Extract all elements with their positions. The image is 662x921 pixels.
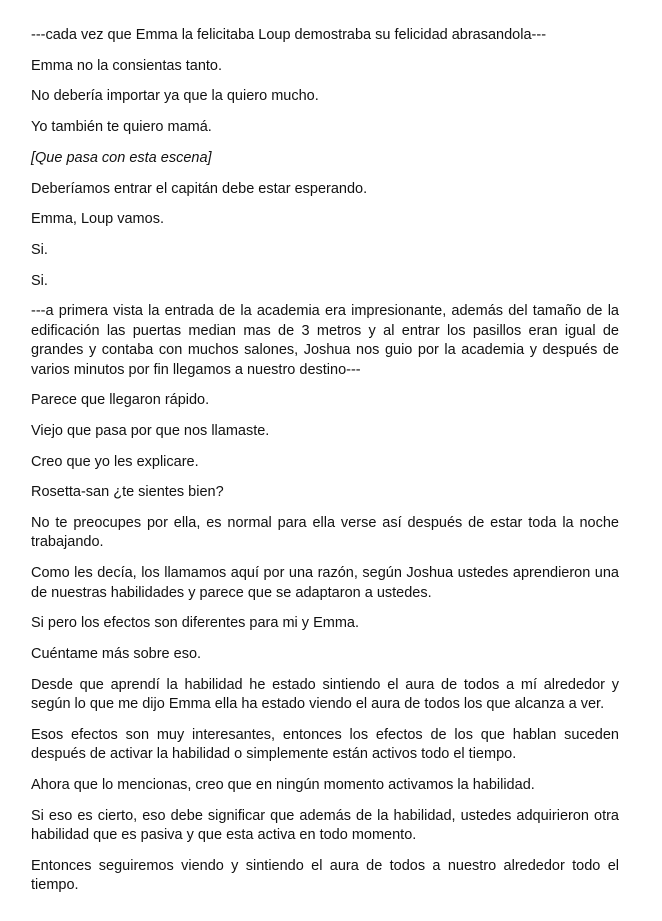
paragraph-dialogue: Esos efectos son muy interesantes, entonces los efectos de los que hablan suceden después de activar la habilidad o simplemente están activos todo el tiempo. — [31, 726, 619, 763]
paragraph-dialogue: Yo también te quiero mamá. — [31, 119, 212, 136]
paragraph-dialogue: Si. — [31, 272, 48, 289]
paragraph-dialogue: Cuéntame más sobre eso. — [31, 645, 202, 662]
paragraph-dialogue: Emma no la consientas tanto. — [31, 57, 223, 74]
paragraph-dialogue: Deberíamos entrar el capitán debe estar esperando. — [31, 180, 368, 197]
paragraph-thought: [Que pasa con esta escena] — [31, 149, 212, 166]
paragraph-dialogue: Creo que yo les explicare. — [31, 453, 199, 470]
paragraph-dialogue: Desde que aprendí la habilidad he estado sintiendo el aura de todos a mí alrededor y según lo que me dijo Emma ella ha estado viendo el aura de todos los que alcanza a ver. — [31, 676, 619, 713]
paragraph-dialogue: No te preocupes por ella, es normal para ella verse así después de estar toda la noche trabajando. — [31, 515, 619, 551]
paragraph-dialogue: Si. — [31, 241, 48, 258]
paragraph-dialogue: No debería importar ya que la quiero mucho. — [31, 88, 319, 105]
document-text — [31, 26, 619, 907]
paragraph-dialogue: Emma, Loup vamos. — [31, 211, 164, 228]
paragraph-dialogue: Como les decía, los llamamos aquí por una razón, según Joshua ustedes aprendieron una de nuestras habilidades y parece que se adaptaron a ustedes. — [31, 565, 619, 601]
paragraph-dialogue: Rosetta-san ¿te sientes bien? — [31, 484, 224, 501]
paragraph-dialogue: Si pero los efectos son diferentes para mi y Emma. — [31, 615, 360, 632]
paragraph-dialogue: Ahora que lo mencionas, creo que en ningún momento activamos la habilidad. — [31, 776, 535, 793]
paragraph-narration: ---cada vez que Emma la felicitaba Loup demostraba su felicidad abrasandola--- — [31, 27, 547, 43]
paragraph-dialogue: Viejo que pasa por que nos llamaste. — [31, 422, 270, 439]
paragraph-dialogue: Si eso es cierto, eso debe significar que además de la habilidad, ustedes adquirieron otra habilidad que es pasiva y que esta activa en todo momento. — [31, 807, 619, 844]
paragraph-narration: ---a primera vista la entrada de la academia era impresionante, además del tamaño de la edificación las puertas median mas de 3 metros y al entrar los pasillos eran igual de grandes y contaba con muchos salones, Joshua nos guio por la academia y después de varios minutos por fin llegamos a nuestro destino--- — [31, 303, 619, 378]
paragraph-dialogue: Parece que llegaron rápido. — [31, 392, 210, 409]
paragraph-dialogue: Entonces seguiremos viendo y sintiendo el aura de todos a nuestro alrededor todo el tiempo. — [31, 857, 619, 894]
